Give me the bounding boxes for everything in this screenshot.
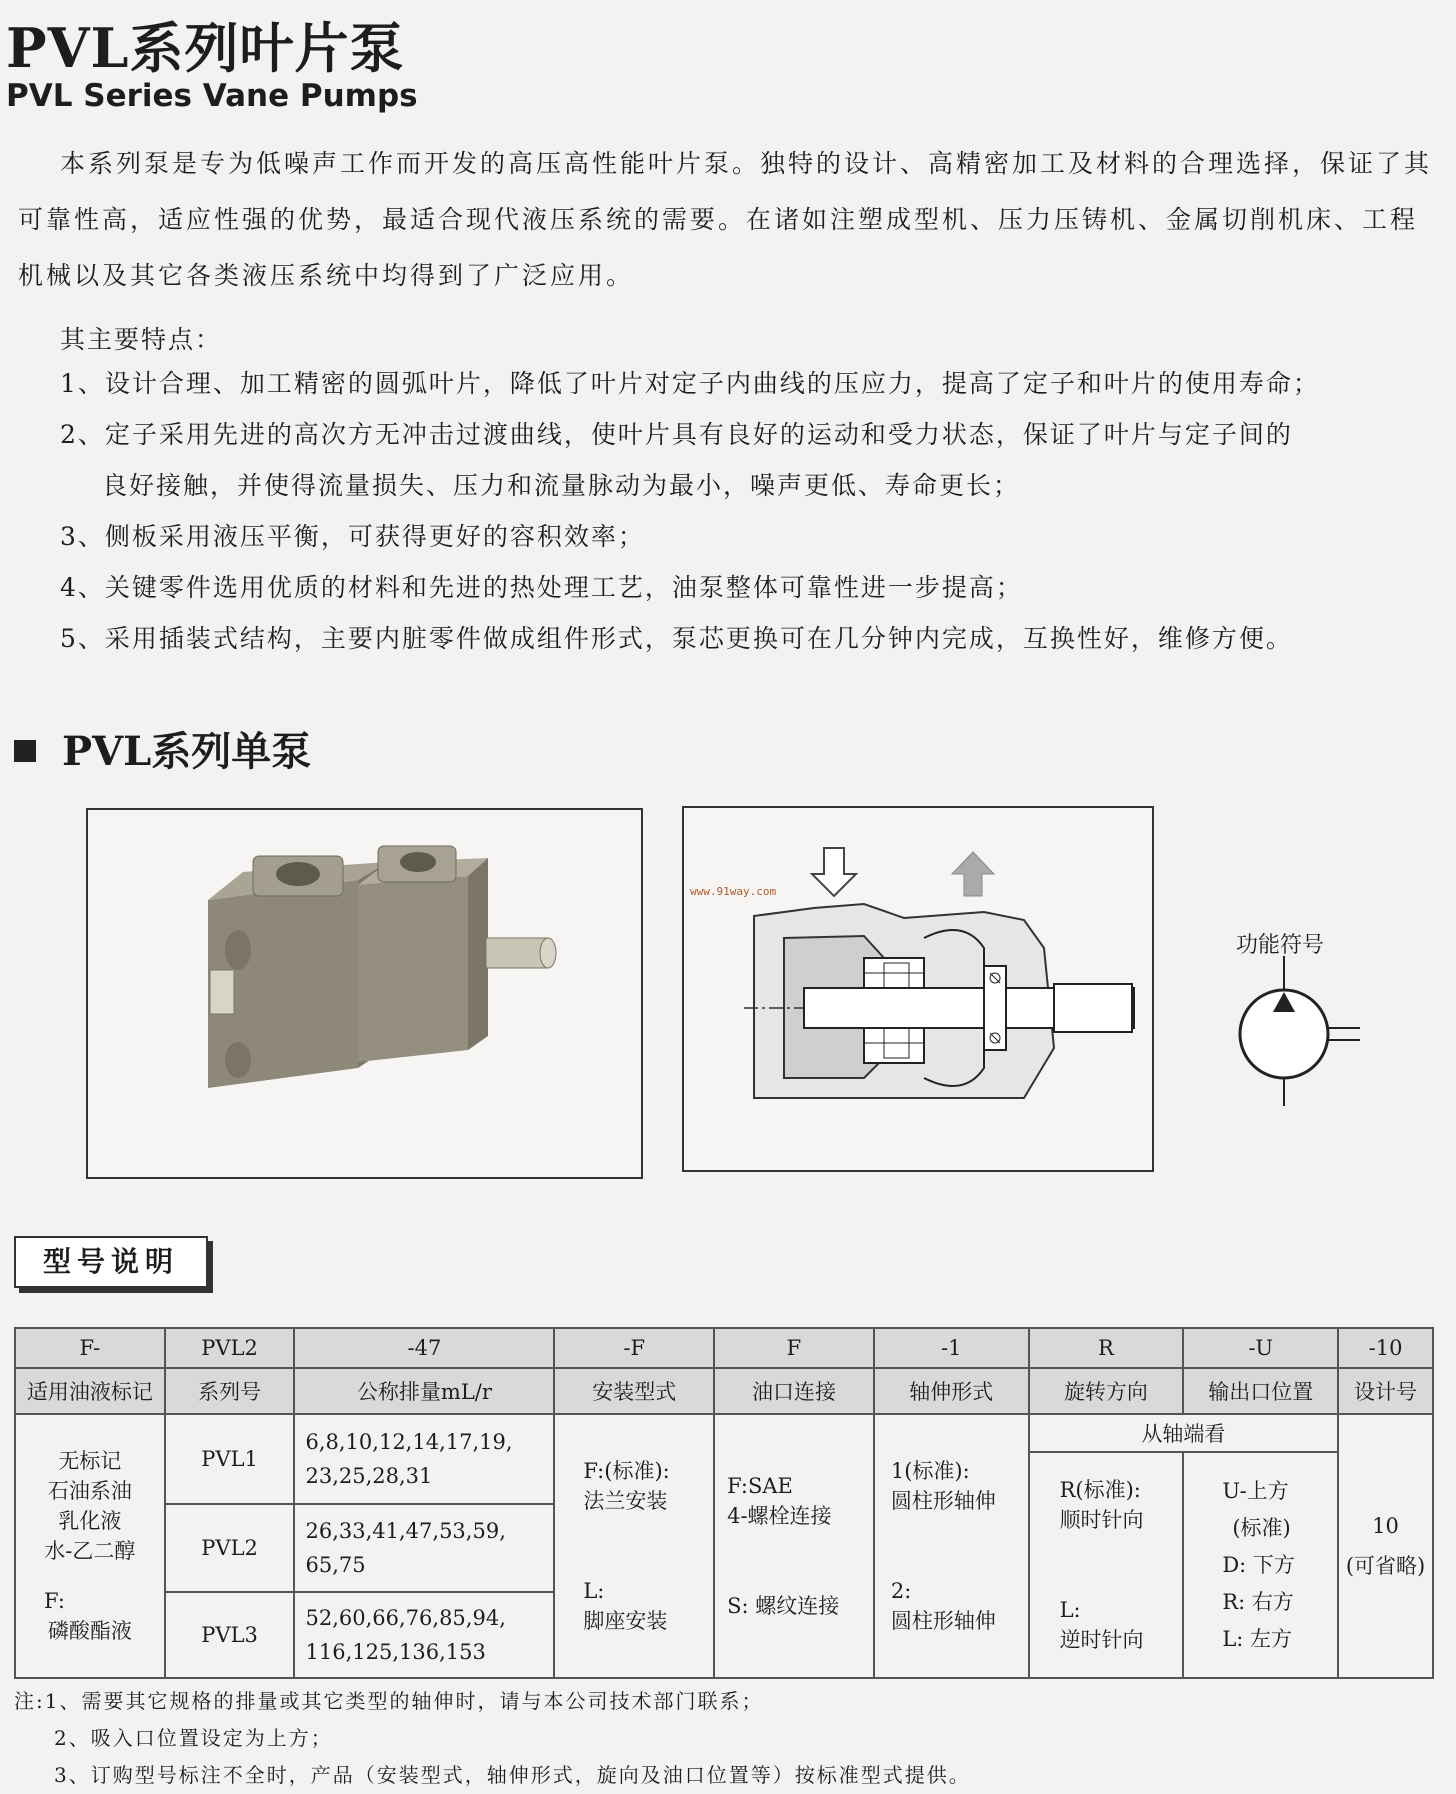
table-cell: 公称排量mL/r bbox=[294, 1368, 554, 1414]
page-title: PVL系列叶片泵 bbox=[6, 16, 405, 80]
table-cell: 适用油液标记 bbox=[15, 1368, 165, 1414]
feature-item: 1、设计合理、加工精密的圆弧叶片，降低了叶片对定子内曲线的压应力，提高了定子和叶片的使用寿命； bbox=[60, 369, 1320, 398]
features-title: 其主要特点： bbox=[60, 325, 223, 354]
square-bullet-icon bbox=[14, 740, 36, 762]
feature-item: 5、采用插装式结构，主要内脏零件做成组件形式，泵芯更换可在几分钟内完成，互换性好，维修方便。 bbox=[60, 624, 1293, 653]
design-cell: 10 (可省略) bbox=[1338, 1414, 1433, 1678]
feature-item: 3、侧板采用液压平衡，可获得更好的容积效率； bbox=[60, 522, 645, 551]
code-row bbox=[15, 1328, 1433, 1368]
displacement-cell: 26,33,41,47,53,59, 65,75 bbox=[294, 1504, 554, 1592]
table-row bbox=[15, 1414, 1433, 1452]
table-cell: 轴伸形式 bbox=[874, 1368, 1029, 1414]
table-cell: -F bbox=[554, 1328, 714, 1368]
table-cell: -47 bbox=[294, 1328, 554, 1368]
table-cell: 油口连接 bbox=[714, 1368, 874, 1414]
series-cell: PVL2 bbox=[165, 1504, 295, 1592]
pump-section-drawing bbox=[682, 806, 1154, 1172]
table-cell: F- bbox=[15, 1328, 165, 1368]
outlet-cell: U-上方 (标准) D: 下方 R: 右方 L: 左方 bbox=[1183, 1452, 1338, 1678]
view-from-shaft-cell: 从轴端看 bbox=[1029, 1414, 1339, 1452]
section-heading: PVL系列单泵 bbox=[14, 720, 311, 777]
note-item: 注:1、需要其它规格的排量或其它类型的轴伸时，请与本公司技术部门联系； bbox=[14, 1689, 764, 1713]
table-cell: -10 bbox=[1338, 1328, 1433, 1368]
feature-item: 良好接触，并使得流量损失、压力和流量脉动为最小，噪声更低、寿命更长； bbox=[102, 471, 1021, 500]
feature-item: 4、关键零件选用优质的材料和先进的热处理工艺，油泵整体可靠性进一步提高； bbox=[60, 573, 1023, 602]
pump-photo bbox=[86, 808, 643, 1179]
ports-cell: F:SAE 4-螺栓连接 S: 螺纹连接 bbox=[714, 1414, 874, 1678]
rotation-cell: R(标准): 顺时针向 L: 逆时针向 bbox=[1029, 1452, 1184, 1678]
intro-paragraph: 本系列泵是专为低噪声工作而开发的高压高性能叶片泵。独特的设计、高精密加工及材料的合理选择，保证了其可靠性高，适应性强的优势，最适合现代液压系统的需要。在诸如注塑成型机、压力压铸机、金属切削机床、工程机械以及其它各类液压系统中均得到了广泛应用。 bbox=[18, 149, 1433, 290]
fluids-cell: 无标记 石油系油 乳化液 水-乙二醇 F: 磷酸酯液 bbox=[15, 1414, 165, 1678]
table-cell: 安装型式 bbox=[554, 1368, 714, 1414]
label-row bbox=[15, 1368, 1433, 1414]
table-cell: R bbox=[1029, 1328, 1184, 1368]
displacement-cell: 6,8,10,12,14,17,19, 23,25,28,31 bbox=[294, 1414, 554, 1504]
table-cell: -U bbox=[1183, 1328, 1338, 1368]
model-tag: 型号说明 bbox=[14, 1236, 208, 1288]
shaft-cell: 1(标准): 圆柱形轴伸 2: 圆柱形轴伸 bbox=[874, 1414, 1029, 1678]
page-subtitle: PVL Series Vane Pumps bbox=[6, 78, 418, 114]
displacement-cell: 52,60,66,76,85,94, 116,125,136,153 bbox=[294, 1592, 554, 1678]
table-cell: 旋转方向 bbox=[1029, 1368, 1184, 1414]
table-cell: F bbox=[714, 1328, 874, 1368]
table-cell: -1 bbox=[874, 1328, 1029, 1368]
table-cell: 系列号 bbox=[165, 1368, 295, 1414]
model-table bbox=[14, 1327, 1434, 1679]
series-cell: PVL3 bbox=[165, 1592, 295, 1678]
note-item: 3、订购型号标注不全时，产品（安装型式，轴伸形式，旋向及油口位置等）按标准型式提供。 bbox=[54, 1763, 971, 1787]
features-list bbox=[60, 358, 1450, 664]
feature-item: 2、定子采用先进的高次方无冲击过渡曲线，使叶片具有良好的运动和受力状态，保证了叶片与定子间的 bbox=[60, 420, 1293, 449]
table-cell: 输出口位置 bbox=[1183, 1368, 1338, 1414]
note-item: 2、吸入口位置设定为上方； bbox=[54, 1726, 333, 1750]
table-cell: 设计号 bbox=[1338, 1368, 1433, 1414]
watermark: www.91way.com bbox=[690, 885, 777, 898]
symbol-label: 功能符号 bbox=[1236, 933, 1325, 958]
table-cell: PVL2 bbox=[165, 1328, 295, 1368]
mounting-cell: F:(标准): 法兰安装 L: 脚座安装 bbox=[554, 1414, 714, 1678]
series-cell: PVL1 bbox=[165, 1414, 295, 1504]
notes bbox=[14, 1683, 971, 1794]
pump-symbol-icon bbox=[1232, 956, 1362, 1106]
